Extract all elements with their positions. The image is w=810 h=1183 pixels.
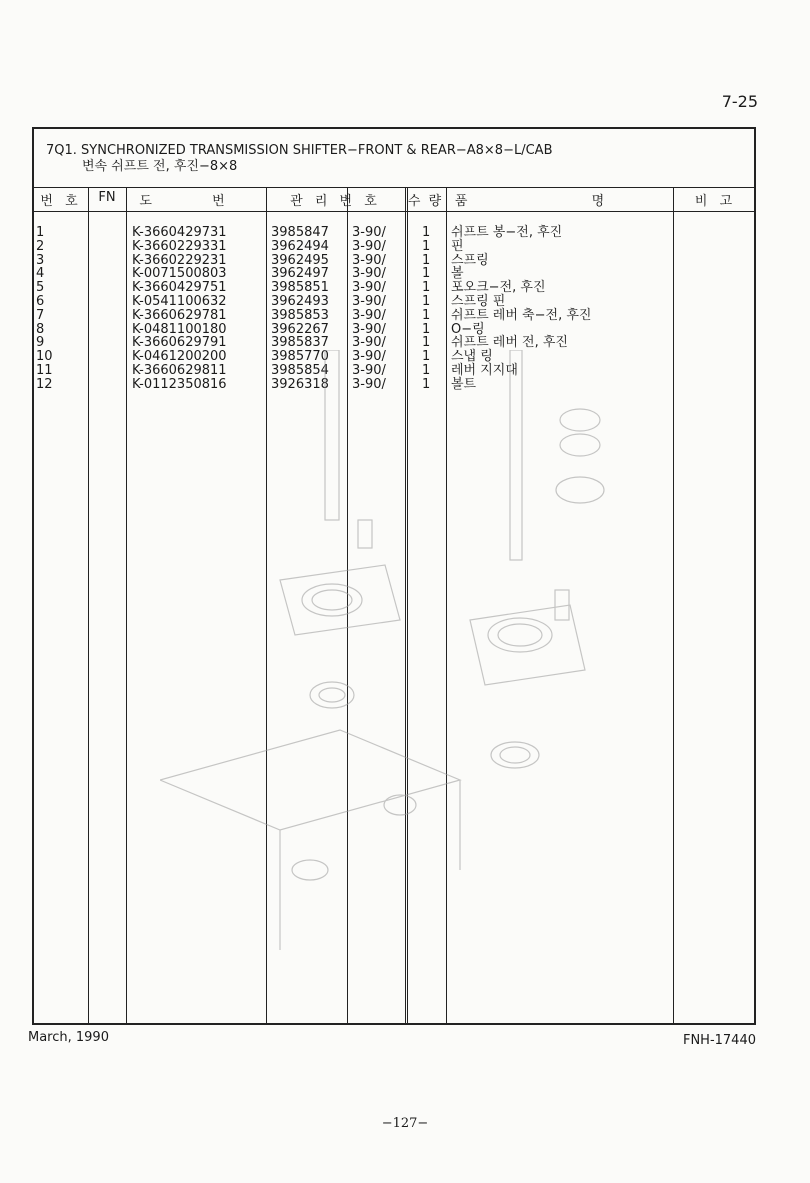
title-block	[46, 143, 553, 175]
row-part-number: K-3660229331	[132, 238, 227, 254]
row-qty: 1	[422, 376, 431, 392]
row-mgmt-number: 3985837	[271, 335, 329, 351]
row-qty: 1	[422, 362, 431, 378]
row-date: 3-90/	[352, 349, 386, 365]
row-number: 10	[36, 349, 53, 365]
footer-doc-number: FNH-17440	[682, 1033, 756, 1048]
header-bottom-rule	[34, 211, 754, 212]
row-date: 3-90/	[352, 225, 386, 240]
exploded-parts-drawing	[160, 350, 660, 950]
row-part-number: K-0112350816	[132, 376, 227, 392]
page-number: −127−	[381, 1116, 429, 1131]
row-mgmt-number: 3985847	[271, 225, 329, 240]
header-remark: 비 고	[694, 194, 737, 209]
row-mgmt-number: 3926318	[271, 376, 329, 392]
row-mgmt-number: 3985854	[271, 362, 329, 378]
col-divider	[88, 187, 89, 1023]
row-part-name: O−링	[451, 321, 485, 337]
row-date: 3-90/	[352, 266, 386, 282]
col-divider	[673, 187, 674, 1023]
row-mgmt-number: 3962495	[271, 252, 329, 268]
row-part-name: 레버 지지대	[451, 362, 518, 378]
row-part-name: 쉬프트 봉−전, 후진	[451, 225, 563, 240]
row-date: 3-90/	[352, 252, 386, 268]
row-date: 3-90/	[352, 376, 386, 392]
row-part-number: K-3660229231	[132, 252, 227, 268]
row-number: 4	[36, 266, 45, 282]
footer-date: March, 1990	[28, 1030, 109, 1045]
row-mgmt-number: 3985853	[271, 307, 329, 323]
title-english: 7Q1. SYNCHRONIZED TRANSMISSION SHIFTER−FRONT & REAR−A8×8−L/CAB	[46, 143, 553, 158]
row-qty: 1	[422, 335, 431, 351]
row-mgmt-number: 3985770	[271, 349, 329, 365]
header-qty: 수 량	[407, 194, 444, 209]
row-mgmt-number: 3962494	[271, 238, 329, 254]
row-part-number: K-0481100180	[132, 321, 227, 337]
row-part-name: 포오크−전, 후진	[451, 280, 546, 296]
row-qty: 1	[422, 321, 431, 337]
row-number: 2	[36, 238, 45, 254]
row-number: 9	[36, 335, 45, 351]
row-number: 5	[36, 280, 45, 296]
row-date: 3-90/	[352, 307, 386, 323]
row-mgmt-number: 3985851	[271, 280, 329, 296]
row-number: 6	[36, 293, 45, 309]
row-part-name: 볼트	[451, 376, 477, 392]
row-part-number: K-0541100632	[132, 293, 227, 309]
row-number: 3	[36, 252, 45, 268]
row-part-number: K-3660629811	[132, 362, 227, 378]
row-part-number: K-3660629791	[132, 335, 227, 351]
row-qty: 1	[422, 293, 431, 309]
row-part-name: 핀	[451, 238, 464, 254]
title-korean: 변속 쉬프트 전, 후진−8×8	[82, 159, 238, 174]
row-part-name: 스프링	[451, 252, 489, 268]
row-part-number: K-3660629781	[132, 307, 227, 323]
row-part-name: 스냅 링	[451, 349, 493, 365]
row-number: 8	[36, 321, 45, 337]
row-qty: 1	[422, 238, 431, 254]
row-date: 3-90/	[352, 238, 386, 254]
row-mgmt-number: 3962497	[271, 266, 329, 282]
page-ref: 7-25	[721, 92, 758, 111]
header-mgmt-no: 관 리 번 호	[290, 194, 381, 209]
row-qty: 1	[422, 280, 431, 296]
row-qty: 1	[422, 349, 431, 365]
row-part-number: K-0071500803	[132, 266, 227, 282]
header-fn: FN	[98, 190, 116, 205]
row-mgmt-number: 3962267	[271, 321, 329, 337]
row-date: 3-90/	[352, 280, 386, 296]
row-number: 7	[36, 307, 45, 323]
header-no: 번 호	[40, 194, 82, 209]
header-top-rule	[34, 187, 754, 188]
row-mgmt-number: 3962493	[271, 293, 329, 309]
row-qty: 1	[422, 225, 431, 240]
row-date: 3-90/	[352, 362, 386, 378]
row-part-name: 볼	[451, 266, 464, 282]
row-number: 12	[36, 376, 53, 392]
row-part-name: 쉬프트 레버 축−전, 후진	[451, 307, 592, 323]
row-qty: 1	[422, 307, 431, 323]
row-qty: 1	[422, 252, 431, 268]
header-drawing-no: 도 번	[139, 194, 253, 209]
row-part-number: K-0461200200	[132, 349, 227, 365]
row-date: 3-90/	[352, 293, 386, 309]
row-number: 11	[36, 362, 53, 378]
row-part-number: K-3660429751	[132, 280, 227, 296]
row-part-number: K-3660429731	[132, 225, 227, 240]
row-date: 3-90/	[352, 321, 386, 337]
row-number: 1	[36, 225, 45, 240]
row-part-name: 쉬프트 레버 전, 후진	[451, 335, 568, 351]
row-part-name: 스프링 핀	[451, 293, 506, 309]
col-divider	[126, 187, 127, 1023]
header-name: 품 명	[454, 194, 665, 209]
row-date: 3-90/	[352, 335, 386, 351]
row-qty: 1	[422, 266, 431, 282]
